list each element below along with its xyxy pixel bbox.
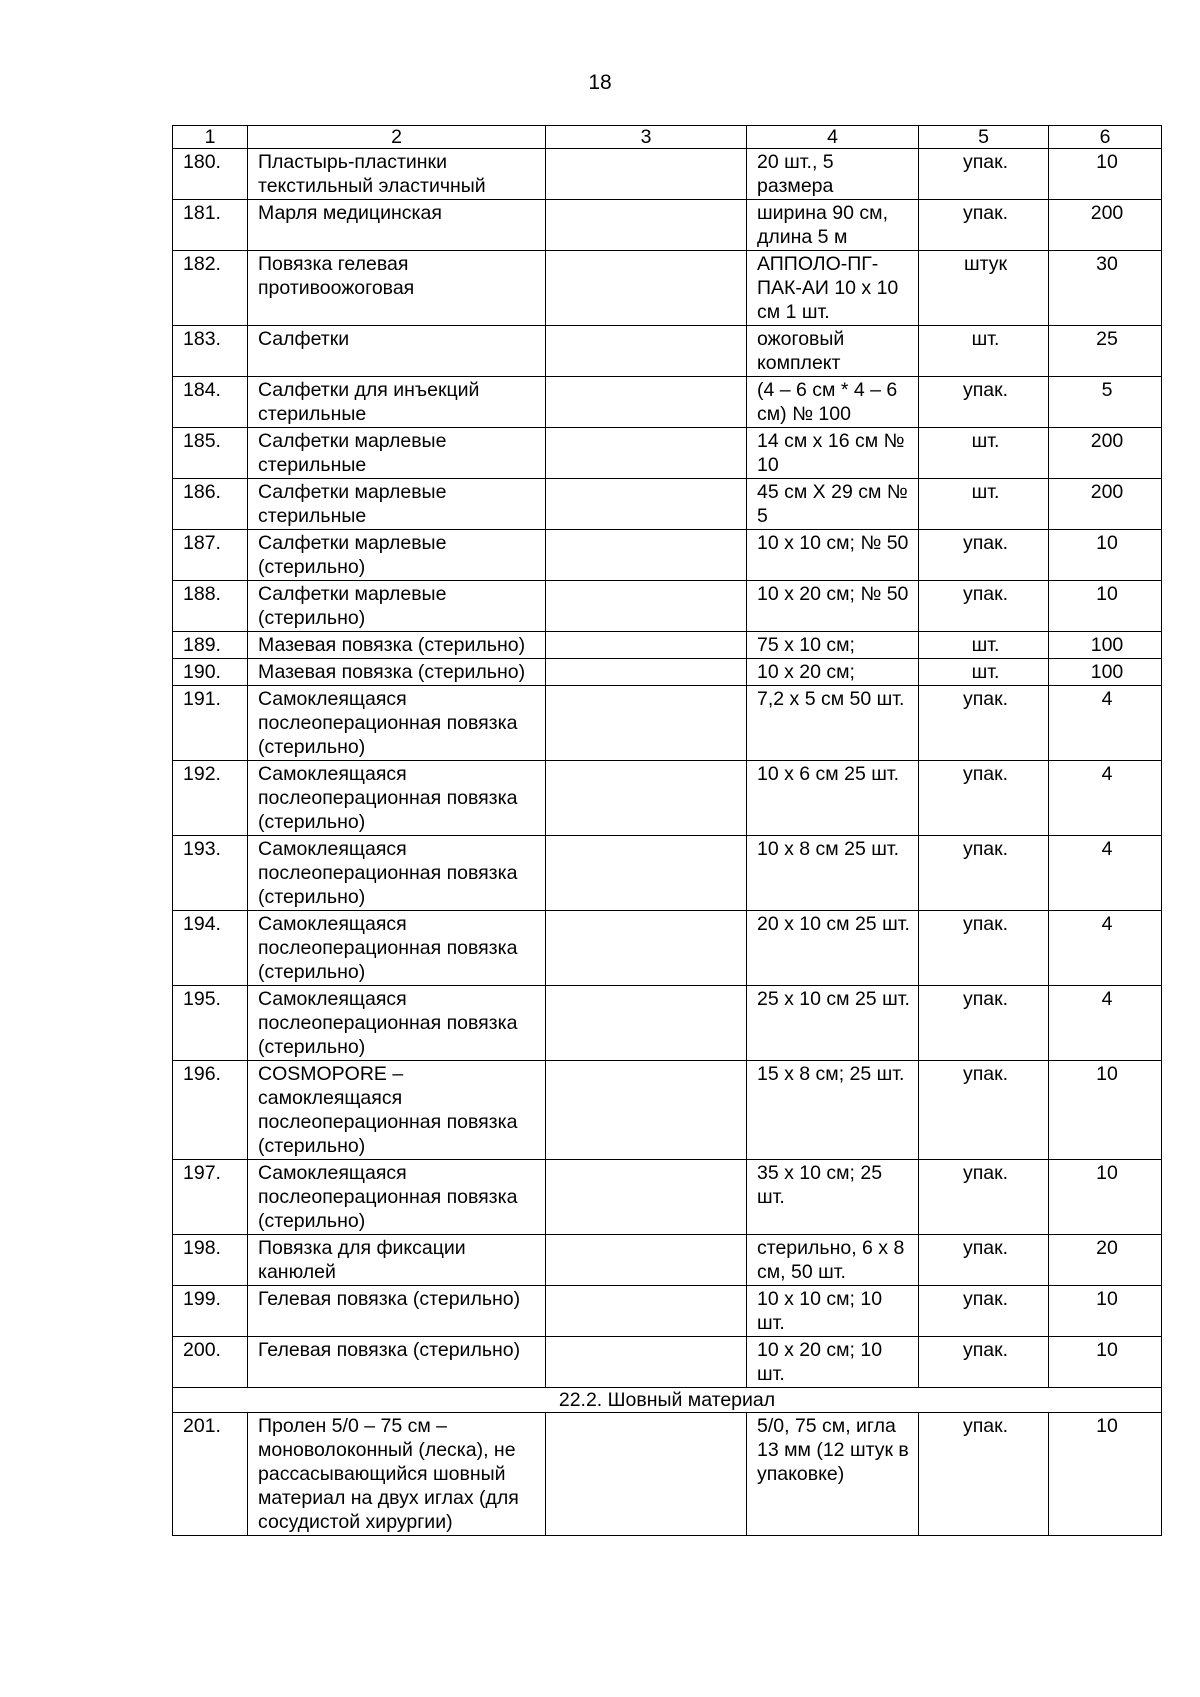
item-qty: 200 — [1049, 479, 1162, 530]
item-name: Мазевая повязка (стерильно) — [248, 632, 546, 659]
item-spec: 10 х 20 см; 10 шт. — [747, 1337, 919, 1388]
item-qty: 10 — [1049, 581, 1162, 632]
item-unit: шт. — [919, 326, 1049, 377]
item-unit: упак. — [919, 1413, 1049, 1536]
item-number: 198. — [173, 1235, 248, 1286]
item-qty: 5 — [1049, 377, 1162, 428]
item-qty: 10 — [1049, 530, 1162, 581]
item-col3 — [546, 632, 747, 659]
item-name: Салфетки — [248, 326, 546, 377]
item-col3 — [546, 581, 747, 632]
item-name: Самоклеящаяся послеоперационная повязка (стерильно) — [248, 986, 546, 1061]
item-number: 197. — [173, 1160, 248, 1235]
item-spec: 10 х 10 см; 10 шт. — [747, 1286, 919, 1337]
table-row — [173, 632, 1162, 659]
item-qty: 25 — [1049, 326, 1162, 377]
item-number: 194. — [173, 911, 248, 986]
item-qty: 4 — [1049, 836, 1162, 911]
item-unit: упак. — [919, 1160, 1049, 1235]
item-spec: 10 х 20 см; — [747, 659, 919, 686]
table-row — [173, 986, 1162, 1061]
item-col3 — [546, 659, 747, 686]
item-unit: упак. — [919, 1286, 1049, 1337]
item-qty: 4 — [1049, 911, 1162, 986]
item-unit: упак. — [919, 581, 1049, 632]
item-number: 185. — [173, 428, 248, 479]
column-header-3: 3 — [546, 126, 747, 149]
table-row — [173, 1337, 1162, 1388]
item-spec: 20 х 10 см 25 шт. — [747, 911, 919, 986]
item-name: Пролен 5/0 – 75 см – моноволоконный (леска), не рассасывающийся шовный материал на двух иглах (для сосудистой хирургии) — [248, 1413, 546, 1536]
item-unit: шт. — [919, 632, 1049, 659]
item-qty: 10 — [1049, 149, 1162, 200]
table-row — [173, 377, 1162, 428]
item-name: Гелевая повязка (стерильно) — [248, 1286, 546, 1337]
item-col3 — [546, 326, 747, 377]
table-row — [173, 911, 1162, 986]
item-col3 — [546, 986, 747, 1061]
table-row — [173, 1413, 1162, 1536]
item-unit: упак. — [919, 1061, 1049, 1160]
table-row — [173, 1061, 1162, 1160]
column-header-2: 2 — [248, 126, 546, 149]
item-number: 188. — [173, 581, 248, 632]
item-number: 187. — [173, 530, 248, 581]
supplies-table — [172, 125, 1162, 1536]
item-unit: штук — [919, 251, 1049, 326]
item-spec: 14 см х 16 см № 10 — [747, 428, 919, 479]
item-unit: упак. — [919, 761, 1049, 836]
section-row — [173, 1388, 1162, 1413]
item-unit: шт. — [919, 428, 1049, 479]
item-spec: (4 – 6 см * 4 – 6 см) № 100 — [747, 377, 919, 428]
item-unit: упак. — [919, 1235, 1049, 1286]
item-col3 — [546, 149, 747, 200]
item-number: 196. — [173, 1061, 248, 1160]
item-unit: упак. — [919, 986, 1049, 1061]
item-col3 — [546, 686, 747, 761]
item-col3 — [546, 836, 747, 911]
item-name: Гелевая повязка (стерильно) — [248, 1337, 546, 1388]
table-row — [173, 479, 1162, 530]
item-spec: 75 х 10 см; — [747, 632, 919, 659]
item-qty: 10 — [1049, 1337, 1162, 1388]
item-number: 180. — [173, 149, 248, 200]
item-spec: 10 х 8 см 25 шт. — [747, 836, 919, 911]
item-qty: 100 — [1049, 659, 1162, 686]
item-unit: упак. — [919, 149, 1049, 200]
item-unit: упак. — [919, 530, 1049, 581]
item-unit: упак. — [919, 1337, 1049, 1388]
item-qty: 10 — [1049, 1160, 1162, 1235]
item-qty: 4 — [1049, 761, 1162, 836]
item-spec: АППОЛО-ПГ-ПАК-АИ 10 х 10 см 1 шт. — [747, 251, 919, 326]
item-unit: упак. — [919, 911, 1049, 986]
table-row — [173, 200, 1162, 251]
column-header-5: 5 — [919, 126, 1049, 149]
item-unit: упак. — [919, 686, 1049, 761]
item-name: Мазевая повязка (стерильно) — [248, 659, 546, 686]
page-number: 18 — [588, 71, 612, 94]
table-row — [173, 251, 1162, 326]
item-name: Самоклеящаяся послеоперационная повязка (стерильно) — [248, 1160, 546, 1235]
item-name: Салфетки марлевые стерильные — [248, 479, 546, 530]
item-qty: 10 — [1049, 1413, 1162, 1536]
table-row — [173, 428, 1162, 479]
table-row — [173, 659, 1162, 686]
column-header-4: 4 — [747, 126, 919, 149]
item-name: Марля медицинская — [248, 200, 546, 251]
item-name: Повязка для фиксации канюлей — [248, 1235, 546, 1286]
table-row — [173, 149, 1162, 200]
item-col3 — [546, 377, 747, 428]
item-qty: 200 — [1049, 428, 1162, 479]
table-row — [173, 1160, 1162, 1235]
item-unit: шт. — [919, 479, 1049, 530]
item-name: COSMOPORE – самоклеящаяся послеоперационная повязка (стерильно) — [248, 1061, 546, 1160]
item-number: 201. — [173, 1413, 248, 1536]
item-number: 181. — [173, 200, 248, 251]
item-spec: 35 х 10 см; 25 шт. — [747, 1160, 919, 1235]
item-qty: 4 — [1049, 986, 1162, 1061]
item-number: 189. — [173, 632, 248, 659]
table-row — [173, 1286, 1162, 1337]
item-col3 — [546, 1160, 747, 1235]
item-spec: 10 х 6 см 25 шт. — [747, 761, 919, 836]
item-qty: 200 — [1049, 200, 1162, 251]
table-header-row — [173, 126, 1162, 149]
item-spec: 45 см Х 29 см № 5 — [747, 479, 919, 530]
table-row — [173, 1235, 1162, 1286]
item-spec: 10 х 10 см; № 50 — [747, 530, 919, 581]
item-col3 — [546, 251, 747, 326]
item-spec: 15 х 8 см; 25 шт. — [747, 1061, 919, 1160]
item-unit: упак. — [919, 200, 1049, 251]
item-name: Самоклеящаяся послеоперационная повязка (стерильно) — [248, 836, 546, 911]
table-row — [173, 530, 1162, 581]
item-number: 195. — [173, 986, 248, 1061]
item-spec: 20 шт., 5 размера — [747, 149, 919, 200]
item-number: 183. — [173, 326, 248, 377]
item-qty: 10 — [1049, 1061, 1162, 1160]
item-spec: 5/0, 75 см, игла 13 мм (12 штук в упаковке) — [747, 1413, 919, 1536]
item-number: 199. — [173, 1286, 248, 1337]
table-row — [173, 761, 1162, 836]
item-name: Пластырь-пластинки текстильный эластичный — [248, 149, 546, 200]
item-name: Самоклеящаяся послеоперационная повязка (стерильно) — [248, 911, 546, 986]
item-qty: 4 — [1049, 686, 1162, 761]
item-number: 193. — [173, 836, 248, 911]
item-name: Салфетки марлевые стерильные — [248, 428, 546, 479]
item-col3 — [546, 761, 747, 836]
item-qty: 20 — [1049, 1235, 1162, 1286]
item-spec: 25 х 10 см 25 шт. — [747, 986, 919, 1061]
item-col3 — [546, 911, 747, 986]
item-unit: упак. — [919, 377, 1049, 428]
item-col3 — [546, 1337, 747, 1388]
table-row — [173, 581, 1162, 632]
item-spec: 7,2 х 5 см 50 шт. — [747, 686, 919, 761]
item-name: Салфетки марлевые (стерильно) — [248, 581, 546, 632]
item-number: 191. — [173, 686, 248, 761]
column-header-6: 6 — [1049, 126, 1162, 149]
section-title: 22.2. Шовный материал — [173, 1388, 1162, 1413]
item-col3 — [546, 479, 747, 530]
item-name: Салфетки для инъекций стерильные — [248, 377, 546, 428]
item-col3 — [546, 428, 747, 479]
item-qty: 30 — [1049, 251, 1162, 326]
item-spec: 10 х 20 см; № 50 — [747, 581, 919, 632]
item-name: Салфетки марлевые (стерильно) — [248, 530, 546, 581]
item-number: 190. — [173, 659, 248, 686]
item-name: Повязка гелевая противоожоговая — [248, 251, 546, 326]
item-col3 — [546, 1235, 747, 1286]
item-unit: упак. — [919, 836, 1049, 911]
item-qty: 10 — [1049, 1286, 1162, 1337]
item-number: 186. — [173, 479, 248, 530]
item-spec: ширина 90 см, длина 5 м — [747, 200, 919, 251]
item-col3 — [546, 1413, 747, 1536]
item-unit: шт. — [919, 659, 1049, 686]
table-row — [173, 836, 1162, 911]
table-row — [173, 326, 1162, 377]
item-col3 — [546, 1286, 747, 1337]
item-number: 192. — [173, 761, 248, 836]
item-qty: 100 — [1049, 632, 1162, 659]
item-name: Самоклеящаяся послеоперационная повязка (стерильно) — [248, 686, 546, 761]
item-name: Самоклеящаяся послеоперационная повязка (стерильно) — [248, 761, 546, 836]
item-col3 — [546, 200, 747, 251]
item-number: 184. — [173, 377, 248, 428]
item-col3 — [546, 1061, 747, 1160]
item-col3 — [546, 530, 747, 581]
table-row — [173, 686, 1162, 761]
item-spec: стерильно, 6 х 8 см, 50 шт. — [747, 1235, 919, 1286]
column-header-1: 1 — [173, 126, 248, 149]
item-spec: ожоговый комплект — [747, 326, 919, 377]
item-number: 182. — [173, 251, 248, 326]
item-number: 200. — [173, 1337, 248, 1388]
